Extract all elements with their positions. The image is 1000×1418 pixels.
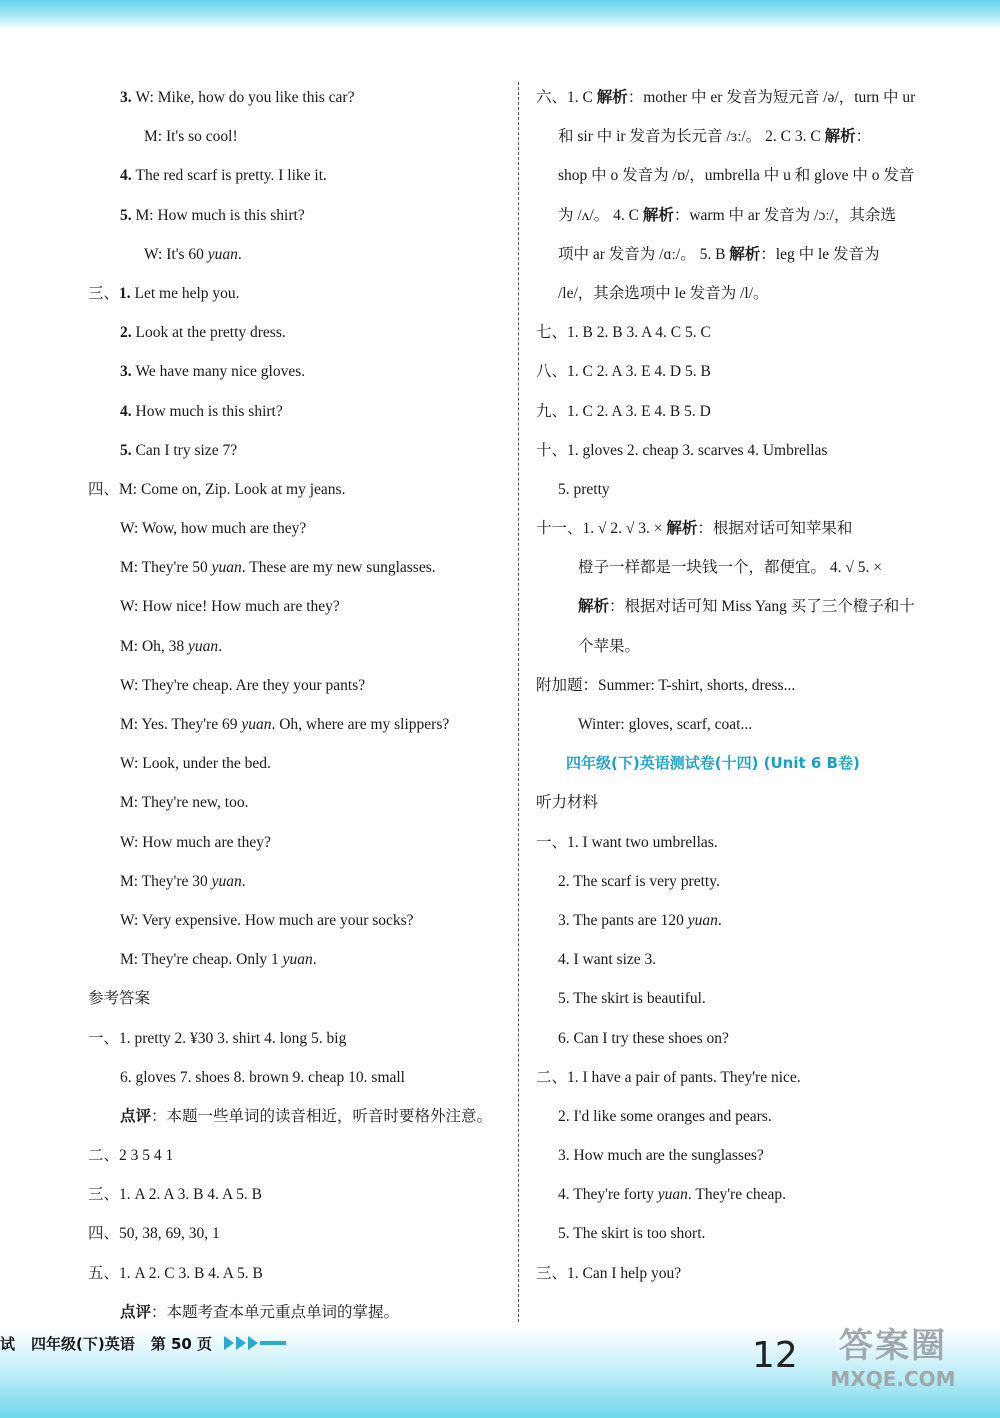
line-text: 为 /ʌ/。 4. C: [558, 206, 643, 224]
line-text-tail: . These are my new sunglasses.: [241, 559, 436, 577]
item-number: 4.: [120, 167, 136, 185]
line-text-tail: ：warm 中 ar 发音为 /ɔː/，其余选: [673, 206, 896, 224]
currency-unit: yuan: [241, 716, 272, 733]
currency-unit: yuan: [211, 559, 242, 577]
text-line: [536, 744, 956, 783]
text-line: [88, 627, 512, 666]
section-number: 七、: [536, 324, 568, 342]
line-text: 4. I want size 3.: [558, 951, 657, 969]
line-text: 橙子一样都是一块钱一个，都便宜。 4. √ 5. ×: [578, 559, 882, 577]
analysis-label: 解析: [642, 206, 674, 224]
text-line: [536, 1019, 956, 1058]
text-line: [536, 1254, 956, 1293]
line-text: M: They're new, too.: [120, 794, 249, 812]
text-line: [536, 274, 956, 313]
line-text: The red scarf is pretty. I like it.: [135, 167, 327, 185]
analysis-label: 解析: [666, 520, 698, 538]
text-line: [536, 1214, 956, 1253]
left-column: [88, 78, 512, 1332]
text-line: [88, 666, 512, 705]
line-text: M: Oh, 38: [120, 637, 189, 655]
text-line: [88, 1019, 512, 1058]
item-number: 4.: [120, 402, 136, 420]
text-line: [536, 940, 956, 979]
section-number: 一、: [536, 833, 568, 851]
text-line: [88, 587, 512, 626]
analysis-label: 解析: [578, 598, 610, 616]
line-text: 2 3 5 4 1: [119, 1147, 174, 1165]
text-line: [536, 548, 956, 587]
text-line: [536, 783, 956, 822]
text-line: [88, 392, 512, 431]
line-text: 1. Can I help you?: [567, 1264, 682, 1282]
text-line: [536, 392, 956, 431]
line-text: 6. gloves 7. shoes 8. brown 9. cheap 10. small: [120, 1068, 405, 1086]
text-line: [536, 587, 956, 626]
line-text: 3. The pants are 120: [558, 911, 688, 929]
text-line: [88, 744, 512, 783]
line-text: ：本题一些单词的读音相近，听音时要格外注意。: [151, 1107, 493, 1125]
text-line: [536, 431, 956, 470]
line-text: 1. I want two umbrellas.: [567, 833, 718, 851]
text-line: [88, 1136, 512, 1175]
line-text: 1. gloves 2. cheap 3. scarves 4. Umbrellas: [567, 441, 828, 459]
analysis-label: 解析: [729, 245, 761, 263]
section-number: 三、: [88, 284, 120, 302]
line-text-tail: ：根据对话可知苹果和: [697, 520, 853, 538]
line-text: 1. A 2. C 3. B 4. A 5. B: [119, 1264, 263, 1282]
line-text: 1. C 2. A 3. E 4. B 5. D: [567, 402, 711, 420]
line-text-tail: ：leg 中 le 发音为: [760, 245, 880, 263]
text-line: [88, 940, 512, 979]
top-decor-band: [0, 0, 1000, 30]
text-line: [88, 548, 512, 587]
text-line: [88, 196, 512, 235]
analysis-label: 解析: [596, 89, 628, 106]
line-text: 参考答案: [88, 990, 151, 1008]
text-line: [88, 470, 512, 509]
line-text: shop 中 o 发音为 /ɒ/，umbrella 中 u 和 glove 中 o 发音: [558, 167, 915, 185]
page-footer: [0, 1330, 286, 1356]
text-line: [88, 1214, 512, 1253]
line-text: 5. The skirt is too short.: [558, 1225, 706, 1243]
text-line: [88, 1175, 512, 1214]
line-text: W: They're cheap. Are they your pants?: [120, 676, 366, 694]
text-line: [88, 313, 512, 352]
line-text: M: How much is this shirt?: [135, 206, 305, 224]
text-line: [88, 1097, 512, 1136]
line-text: W: It's 60: [144, 245, 208, 263]
watermark-logo: [808, 1318, 978, 1398]
text-line: [536, 196, 956, 235]
text-line: [536, 78, 956, 117]
analysis-label: 解析: [824, 128, 856, 146]
text-line: [88, 1058, 512, 1097]
section-number: 三、: [536, 1264, 568, 1282]
line-text: M: Come on, Zip. Look at my jeans.: [119, 480, 346, 498]
text-line: [536, 1175, 956, 1214]
currency-unit: yuan: [211, 872, 242, 890]
currency-unit: yuan: [207, 245, 238, 263]
line-text: W: Very expensive. How much are your socks?: [120, 911, 414, 929]
section-number: 一、: [88, 1029, 120, 1047]
line-text: 1. √ 2. √ 3. ×: [582, 520, 667, 538]
section-number: 六、: [536, 89, 568, 106]
line-text: Let me help you.: [134, 284, 240, 302]
section-number: 四、: [88, 480, 120, 498]
section-number: 五、: [88, 1264, 120, 1282]
text-line: [88, 979, 512, 1018]
line-text-tail: .: [218, 637, 223, 655]
item-number: 3.: [120, 363, 136, 381]
section-number: 九、: [536, 402, 568, 420]
section-title: 四年级(下)英语测试卷(十四) (Unit 6 B卷): [566, 754, 860, 773]
currency-unit: yuan: [657, 1186, 688, 1204]
watermark-domain: MXQE.COM: [830, 1367, 956, 1391]
line-text: 1. B 2. B 3. A 4. C 5. C: [567, 324, 711, 342]
line-text: W: Look, under the bed.: [120, 755, 271, 773]
text-line: [536, 235, 956, 274]
text-line: [88, 509, 512, 548]
currency-unit: yuan: [188, 637, 219, 655]
line-text-tail: .: [241, 872, 246, 890]
line-text-tail: .: [717, 911, 722, 929]
text-line: [88, 1254, 512, 1293]
text-line: [88, 78, 512, 117]
text-line: [536, 705, 956, 744]
watermark-text: 答案圈: [839, 1326, 947, 1366]
section-number: 二、: [536, 1068, 568, 1086]
text-line: [88, 901, 512, 940]
line-text: Winter: gloves, scarf, coat...: [578, 716, 753, 733]
line-text-tail: ：: [855, 128, 872, 146]
footer-arrow-icon: [224, 1336, 286, 1350]
item-number: 5.: [120, 441, 136, 459]
line-text: 听力材料: [536, 794, 599, 812]
text-line: [536, 352, 956, 391]
section-number: 十一、: [536, 520, 583, 538]
text-line: [536, 509, 956, 548]
line-text: 和 sir 中 ir 发音为长元音 /ɜː/。 2. C 3. C: [558, 128, 825, 146]
line-text: W: Wow, how much are they?: [120, 520, 307, 538]
line-text: Can I try size 7?: [135, 441, 238, 459]
line-text: 50, 38, 69, 30, 1: [119, 1225, 220, 1243]
line-text: 2. I'd like some oranges and pears.: [558, 1107, 772, 1125]
line-text: 3. How much are the sunglasses?: [558, 1147, 764, 1165]
item-number: 3.: [120, 89, 136, 106]
line-text-tail: .: [237, 245, 242, 263]
line-text-tail: . They're cheap.: [687, 1186, 786, 1204]
line-text-tail: .: [312, 951, 317, 969]
line-text: W: Mike, how do you like this car?: [135, 89, 355, 106]
line-text: 1. C: [567, 89, 597, 106]
line-text: 项中 ar 发音为 /ɑː/。 5. B: [558, 245, 730, 263]
text-line: [88, 274, 512, 313]
footer-page-number: 第 50 页: [150, 1334, 213, 1353]
line-text: 附加题：Summer: T-shirt, shorts, dress...: [536, 676, 796, 694]
line-text: M: They're 50: [120, 559, 212, 577]
text-line: [536, 470, 956, 509]
line-text: 5. pretty: [558, 480, 610, 498]
line-text: /le/，其余选项中 le 发音为 /l/。: [558, 284, 769, 302]
text-line: [88, 431, 512, 470]
text-line: [88, 156, 512, 195]
section-number: 四、: [88, 1225, 120, 1243]
text-line: [88, 862, 512, 901]
text-line: [536, 1136, 956, 1175]
line-text: W: How much are they?: [120, 833, 271, 851]
line-text: How much is this shirt?: [135, 402, 283, 420]
text-line: [536, 901, 956, 940]
line-text-tail: ：根据对话可知 Miss Yang 买了三个橙子和十: [609, 598, 915, 616]
line-text: 5. The skirt is beautiful.: [558, 990, 706, 1008]
text-line: [88, 783, 512, 822]
text-line: [536, 666, 956, 705]
text-line: [536, 823, 956, 862]
text-line: [88, 823, 512, 862]
text-line: [536, 1097, 956, 1136]
item-number: 5.: [120, 206, 136, 224]
line-text-tail: . Oh, where are my slippers?: [271, 716, 450, 733]
line-text: ：本题考查本单元重点单词的掌握。: [151, 1303, 400, 1321]
text-line: [536, 862, 956, 901]
section-number: 十、: [536, 441, 568, 459]
line-text: 个苹果。: [578, 637, 641, 655]
line-text: M: They're 30: [120, 872, 212, 890]
text-line: [88, 352, 512, 391]
comment-label: 点评: [120, 1303, 152, 1321]
text-line: [536, 156, 956, 195]
line-text: M: They're cheap. Only 1: [120, 951, 283, 969]
text-line: [536, 627, 956, 666]
line-text: Look at the pretty dress.: [135, 324, 286, 342]
text-line: [88, 705, 512, 744]
text-line: [536, 979, 956, 1018]
text-line: [536, 117, 956, 156]
line-text: 2. The scarf is very pretty.: [558, 872, 720, 890]
line-text: 1. pretty 2. ¥30 3. shirt 4. long 5. big: [119, 1029, 347, 1047]
line-text-tail: ：mother 中 er 发音为短元音 /ə/，turn 中 ur: [627, 89, 916, 106]
line-text: M: Yes. They're 69: [120, 716, 242, 733]
section-number: 三、: [88, 1186, 120, 1204]
currency-unit: yuan: [282, 951, 313, 969]
line-text: 4. They're forty: [558, 1186, 658, 1204]
handwritten-page-number: 12: [752, 1335, 798, 1376]
column-divider: [518, 82, 519, 1322]
text-line: [88, 1293, 512, 1332]
section-number: 二、: [88, 1147, 120, 1165]
line-text: 1. C 2. A 3. E 4. D 5. B: [567, 363, 711, 381]
line-text: M: It's so cool!: [144, 128, 238, 146]
line-text: W: How nice! How much are they?: [120, 598, 340, 616]
line-text: 6. Can I try these shoes on?: [558, 1029, 729, 1047]
comment-label: 点评: [120, 1107, 152, 1125]
line-text: 1. I have a pair of pants. They're nice.: [567, 1068, 801, 1086]
text-line: [536, 313, 956, 352]
text-line: [88, 117, 512, 156]
text-line: [536, 1058, 956, 1097]
currency-unit: yuan: [687, 911, 718, 929]
line-text: 1. A 2. A 3. B 4. A 5. B: [119, 1186, 262, 1204]
footer-edge-label: 试: [0, 1334, 16, 1353]
section-number: 八、: [536, 363, 568, 381]
text-line: [88, 235, 512, 274]
footer-grade-label: 四年级(下)英语: [31, 1334, 135, 1353]
item-number: 1.: [119, 284, 135, 302]
item-number: 2.: [120, 324, 136, 342]
line-text: We have many nice gloves.: [135, 363, 306, 381]
right-column: [536, 78, 956, 1293]
